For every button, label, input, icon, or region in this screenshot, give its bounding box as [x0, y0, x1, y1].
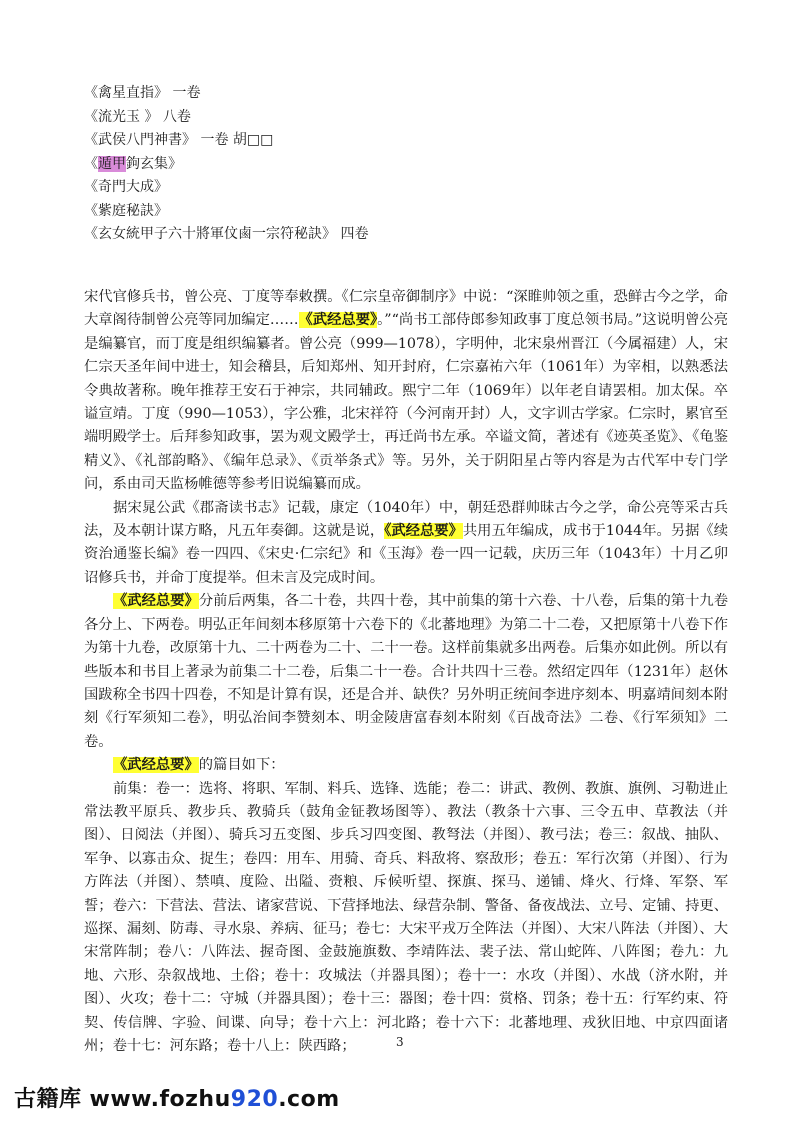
footer-watermark: [14, 1082, 340, 1113]
bibliography-entry: 《流光玉 》 八卷: [84, 108, 191, 125]
paragraph-text: 的篇目如下：: [198, 757, 285, 774]
paragraph-text: 据宋晁公武《郡斋读书志》记载，康定（1040年）中，朝廷恐群帅昧古今之学，命公亮等采古兵法，及本朝计谋方略，凡五年奏御。这就是说，: [84, 499, 728, 540]
bibliography-entry-prefix: 《: [84, 155, 98, 172]
highlighted-title: 《武经总要》: [113, 757, 199, 774]
bibliography-entry: 《紫庭秘訣》: [84, 202, 168, 219]
paragraph-origin: [84, 286, 728, 497]
page-number: 3: [396, 1035, 404, 1049]
body-text: [84, 286, 728, 1058]
footer-url-suffix: .com: [278, 1087, 340, 1112]
highlighted-term: 遁甲: [98, 155, 126, 172]
paragraph-structure: [84, 590, 728, 754]
paragraph-dating: [84, 497, 728, 591]
bibliography-list: [84, 82, 724, 247]
footer-url-prefix: www.fozhu: [89, 1087, 231, 1112]
bibliography-entry: 《禽星直指》 一卷: [84, 85, 201, 101]
footer-brand-name: 古籍库: [14, 1087, 82, 1112]
highlighted-title: 《武经总要》: [384, 523, 463, 540]
footer-url-number: 920: [230, 1087, 279, 1112]
highlighted-title: 《武经总要》: [298, 312, 378, 329]
paragraph-text: 宋代官修兵书，曾公亮、丁度等奉敕撰。《仁宗皇帝御制序》中说：“深睢帅领之重，恐鲜古今之学，命大章阁待制曾公亮等同加编定……: [84, 289, 728, 329]
bibliography-entry-suffix: 鉤玄集》: [126, 155, 182, 172]
paragraph-text: 分前后两集，各二十卷，共四十卷，其中前集的第十六卷、十八卷，后集的第十九卷各分上、下两卷。明弘正年间刻本移原第十六卷下的《北蕃地理》为第二十二卷，又把原第十八卷下作为第十九卷，改原第十九、二十两卷为二十、二十一卷。这样前集就多出两卷。后集亦如此例。所以有些版本和书目上著录为前集二十二卷，后集二十一卷。合计共四十三卷。然绍定四年（1231年）赵休国跋称全书四十四卷，不知是计算有误，还是合并、缺佚？另外明正统间李进序刻本、明嘉靖间刻本附刻《行军须知二卷》，明弘治间李赞刻本、明金陵唐富春刻本附刻《百战奇法》二卷、《行军须知》二卷。: [84, 593, 729, 750]
bibliography-entry: 《武侯八門神書》 一卷 胡□□: [84, 132, 274, 148]
paragraph-text: 。”“尚书工部侍郎参知政事丁度总领书局。”这说明曾公亮是编纂官，而丁度是组织编纂者。曾公亮（999—1078），字明仲，北宋泉州晋江（今属福建）人，宋仁宗天圣年间中进士，知会稽县，后知郑州、知开封府，仁宗嘉祐六年（1061年）为宰相，以熟悉法令典故著称。晚年推荐王安石于神宗，共同辅政。熙宁二年（1069年）以年老自请罢相。加太保。卒谥宣靖。丁度（990—1053），字公雅，北宋祥符（今河南开封）人，文字训古学家。仁宗时，累官至端明殿学士。后拜参知政事，罢为观文殿学士，再迁尚书左承。卒谥文简，著述有《迹英圣览》、《龟鉴精义》、《礼部韵略》、《编年总录》、《贡举条式》等。另外，关于阴阳星占等内容是为古代军中专门学问，系由司天监杨帷德等参考旧说编纂而成。: [84, 312, 728, 493]
highlighted-title: 《武经总要》: [113, 593, 199, 610]
paragraph-text: 共用五年编成，成书于1044年。另据《续资治通鉴长编》卷一四四、《宋史·仁宗纪》和《玉海》卷一四一记载，庆历三年（1043年）十月乙卯诏修兵书，并命丁度提举。但未言及完成时间。: [84, 523, 729, 586]
bibliography-entry: 《玄女統甲子六十將軍伩鹵一宗符秘訣》 四卷: [84, 226, 369, 242]
paragraph-contents-intro: [84, 754, 728, 777]
bibliography-entry: 《奇門大成》: [84, 179, 168, 195]
paragraph-text: 前集：卷一：选将、将职、军制、料兵、选锋、选能；卷二：讲武、教例、教旗、旗例、习勒进止常法教平原兵、教步兵、教骑兵（鼓角金钲教场图等）、教法（教条十六事、三令五申、草教法（并图）、日阅法（并图）、骑兵习五变图、步兵习四变图、教弩法（并图）、教弓法；卷三：叙战、抽队、军争、以寡击众、捉生；卷四：用车、用骑、奇兵、料敌将、察敌形；卷五：军行次第（并图）、行为方阵法（并图）、禁嗔、度险、出隘、赍粮、斥候听望、探旗、探马、递铺、烽火、行烽、军祭、军誓；卷六：下营法、营法、诸家营说、下营择地法、绿营杂制、警备、备夜战法、立号、定铺、持更、巡探、漏刻、防毒、寻水泉、养病、征马；卷七：大宋平戎万全阵法（并图）、大宋八阵法（并图）、大宋常阵制；卷八：八阵法、握奇图、金鼓施旗数、李靖阵法、裴子法、常山蛇阵、八阵图；卷九：九地、六形、杂叙战地、土俗；卷十：攻城法（并器具图）；卷十一：水攻（并图）、水战（济水附，并图）、火攻；卷十二：守城（并器具图）；卷十三：器图；卷十四：赏格、罚条；卷十五：行军约束、符契、传信牌、字验、间谍、向导；卷十六上：河北路；卷十六下：北蕃地理、戎狄旧地、中京四面诸州；卷十七：河东路；卷十八上：陕西路；: [84, 780, 728, 1054]
bibliography-entry: [84, 153, 724, 177]
paragraph-contents-list: [84, 778, 728, 1059]
